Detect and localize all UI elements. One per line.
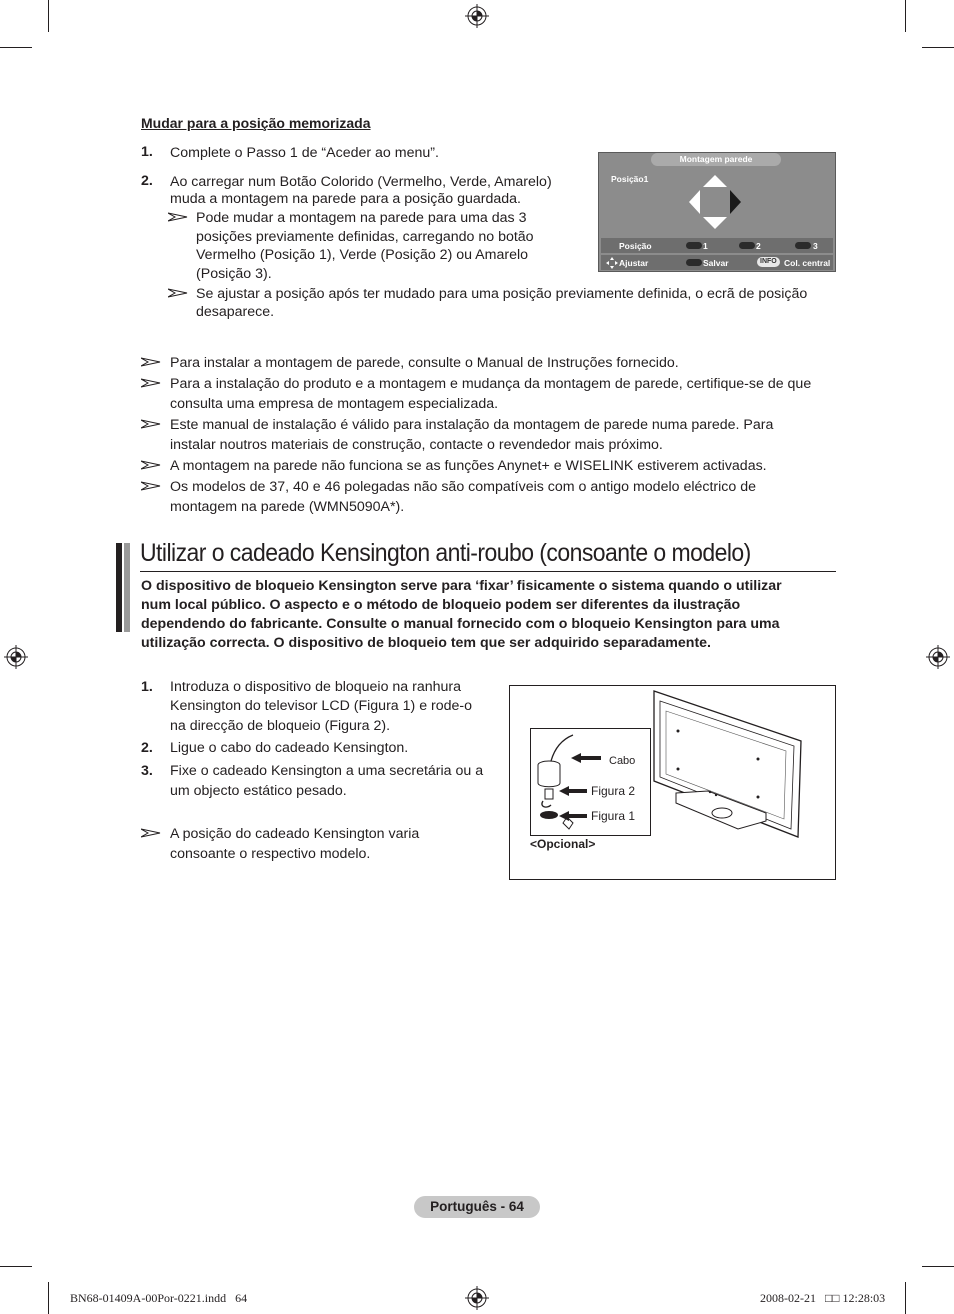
step-text: Ao carregar num Botão Colorido (Vermelho, Verde, Amarelo) xyxy=(170,174,552,190)
adjust-label: Ajustar xyxy=(619,258,649,268)
step-number: 2. xyxy=(141,740,153,756)
section-title-bars xyxy=(124,543,130,632)
note-text: consulta uma empresa de montagem especializada. xyxy=(170,396,499,412)
figure-2-label: Figura 2 xyxy=(591,784,636,798)
step-text: Introduza o dispositivo de bloqueio na ranhura xyxy=(170,679,462,695)
step-text: Complete o Passo 1 de “Aceder ao menu”. xyxy=(170,145,439,161)
kensington-inset xyxy=(530,728,651,836)
note-text: posições previamente definidas, carregando no botão xyxy=(196,229,534,245)
cable-label: Cabo xyxy=(609,755,636,767)
note-text: instalar noutros materiais de construção, contacte o revendedor mais próximo. xyxy=(170,437,663,453)
position-1[interactable]: 1 xyxy=(703,241,708,251)
note-text: Para a instalação do produto e a montagem e mudança da montagem de parede, certifique-se de que xyxy=(170,376,812,392)
position-label: Posição xyxy=(619,241,652,251)
intro-text: utilização correcta. O dispositivo de bloqueio tem que ser adquirido separadamente. xyxy=(141,635,712,651)
note-text: Pode mudar a montagem na parede para uma das 3 xyxy=(196,210,527,226)
position-3[interactable]: 3 xyxy=(813,241,818,251)
position-2[interactable]: 2 xyxy=(756,241,761,251)
green-button-icon xyxy=(739,242,755,249)
print-slug-right: 2008-02-21 □□ 12:28:03 xyxy=(760,1291,886,1305)
note-arrow-icon xyxy=(141,357,161,367)
crop-mark xyxy=(48,0,49,32)
figure-1-label: Figura 1 xyxy=(591,809,636,823)
yellow-button-icon xyxy=(795,242,811,249)
note-arrow-icon xyxy=(141,828,161,838)
note-arrow-icon xyxy=(141,419,161,429)
print-slug-left: BN68-01409A-00Por-0221.indd 64 xyxy=(70,1291,248,1305)
tv-back-illustration xyxy=(646,689,806,839)
crop-mark xyxy=(48,1282,49,1314)
intro-text: O dispositivo de bloqueio Kensington serve para ‘fixar’ fisicamente o sistema quando o utilizar xyxy=(141,578,782,594)
title-underline xyxy=(140,571,836,572)
center-label: Col. central xyxy=(784,258,831,268)
note-arrow-icon xyxy=(168,212,188,222)
save-label: Salvar xyxy=(703,258,729,268)
note-arrow-icon xyxy=(141,378,161,388)
intro-text: dependendo do fabricante. Consulte o manual fornecido com o bloqueio Kensington para uma xyxy=(141,616,780,632)
intro-text: num local público. O aspecto e o método de bloqueio podem ser diferentes da ilustração xyxy=(141,597,741,613)
note-text: A posição do cadeado Kensington varia xyxy=(170,826,420,842)
note-text: (Posição 3). xyxy=(196,266,272,282)
step-number: 1. xyxy=(141,144,153,160)
info-button-icon: INFO xyxy=(757,257,780,267)
note-text: consoante o respectivo modelo. xyxy=(170,846,371,862)
enter-button-icon xyxy=(686,259,702,266)
registration-mark-icon xyxy=(465,4,489,28)
note-arrow-icon xyxy=(168,288,188,298)
note-arrow-icon xyxy=(141,460,161,470)
osd-wall-mount-screen xyxy=(598,152,836,272)
osd-help-bar xyxy=(601,255,833,270)
step-text: um objecto estático pesado. xyxy=(170,783,347,799)
kensington-figure xyxy=(509,685,836,880)
note-text: montagem na parede (WMN5090A*). xyxy=(170,499,405,515)
step-text: Fixe o cadeado Kensington a uma secretária ou a xyxy=(170,763,484,779)
step-number: 3. xyxy=(141,763,153,779)
crop-mark xyxy=(905,1282,906,1314)
note-text: Se ajustar a posição após ter mudado para uma posição previamente definida, o ecrã de posição xyxy=(196,286,808,302)
section-title: Utilizar o cadeado Kensington anti-roubo (consoante o modelo) xyxy=(140,539,751,567)
crop-mark xyxy=(922,1266,954,1267)
osd-title: Montagem parede xyxy=(679,154,753,164)
registration-mark-icon xyxy=(4,645,28,669)
note-text: desaparece. xyxy=(196,304,275,320)
crop-mark xyxy=(0,47,32,48)
osd-position-bar xyxy=(601,238,833,253)
crop-mark xyxy=(905,0,906,32)
note-text: Vermelho (Posição 1), Verde (Posição 2) ou Amarelo xyxy=(196,247,528,263)
step-text: Ligue o cabo do cadeado Kensington. xyxy=(170,740,409,756)
registration-mark-icon xyxy=(926,645,950,669)
step-number: 1. xyxy=(141,679,153,695)
section-title-bars xyxy=(116,543,122,632)
pointer-arrow-icon xyxy=(571,753,601,763)
section-heading: Mudar para a posição memorizada xyxy=(141,115,371,131)
osd-title-bar xyxy=(651,153,781,166)
step-text: na direcção de bloqueio (Figura 2). xyxy=(170,718,391,734)
note-text: Para instalar a montagem de parede, consulte o Manual de Instruções fornecido. xyxy=(170,355,679,371)
note-text: Os modelos de 37, 40 e 46 polegadas não são compatíveis com o antigo modelo eléctrico de xyxy=(170,479,756,495)
page-number-badge: Português - 64 xyxy=(414,1196,540,1218)
red-button-icon xyxy=(686,242,702,249)
optional-label: <Opcional> xyxy=(530,837,596,851)
crop-mark xyxy=(922,47,954,48)
pointer-arrow-icon xyxy=(559,811,587,821)
registration-mark-icon xyxy=(465,1286,489,1310)
note-arrow-icon xyxy=(141,481,161,491)
osd-subtitle: Posição1 xyxy=(611,174,649,184)
crop-mark xyxy=(0,1266,32,1267)
pointer-arrow-icon xyxy=(559,786,587,796)
step-text: Kensington do televisor LCD (Figura 1) e rode-o xyxy=(170,698,473,714)
direction-arrows-icon xyxy=(687,173,743,231)
step-number: 2. xyxy=(141,173,153,189)
note-text: A montagem na parede não funciona se as funções Anynet+ e WISELINK estiverem activadas. xyxy=(170,458,767,474)
move-icon xyxy=(606,257,618,269)
step-text: muda a montagem na parede para a posição guardada. xyxy=(170,191,521,207)
note-text: Este manual de instalação é válido para instalação da montagem de parede numa parede. Para xyxy=(170,417,774,433)
